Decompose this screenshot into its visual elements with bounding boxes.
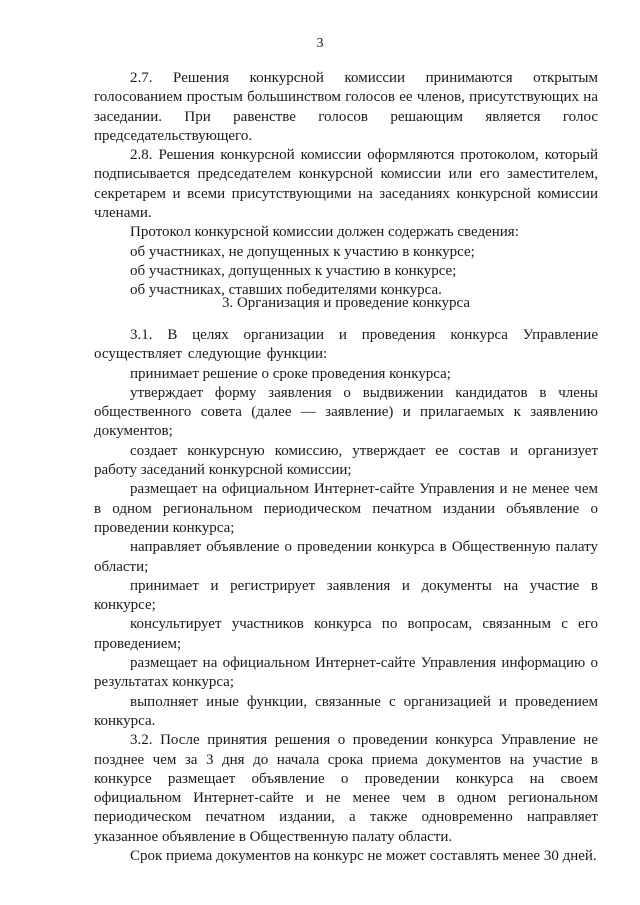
function-item: размещает на официальном Интернет-сайте Управления информацию о результатах конкурса;	[94, 655, 598, 691]
list-item: об участниках, не допущенных к участию в конкурсе;	[130, 243, 475, 260]
function-item: утверждает форму заявления о выдвижении кандидатов в члены общественного совета (далее — заявление) и прилагаемых к заявлению документов;	[94, 384, 598, 440]
function-item: принимает и регистрирует заявления и документы на участие в конкурсе;	[94, 577, 598, 614]
protocol-requirements: Протокол конкурсной комиссии должен содержать сведения:	[130, 224, 519, 241]
function-item: размещает на официальном Интернет-сайте Управления и не менее чем в одном региональном периодическом печатном издании объявление о проведении конкурса;	[94, 481, 598, 536]
function-item: создает конкурсную комиссию, утверждает ее состав и организует работу заседаний конкурсной комиссии;	[94, 442, 598, 479]
function-item: консультирует участников конкурса по вопросам, связанным с его проведением;	[94, 616, 598, 652]
clause-3-2: 3.2. После принятия решения о проведении конкурса Управление не позднее чем за 3 дня до начала срока приема документов на участие в конкурсе размещает объявление о проведении конкурса на своем официальном Интернет-сайте и не менее чем в одном региональном периодическом печатном издании, а также одновременно направляет указанное объявление в Общественную палату области.	[94, 732, 598, 845]
function-item: выполняет иные функции, связанные с организацией и проведением конкурса.	[94, 693, 598, 729]
section-heading: 3. Организация и проведение конкурса	[221, 295, 471, 311]
clauses-2-7-2-8	[94, 69, 598, 301]
clause-2-8: 2.8. Решения конкурсной комиссии оформляются протоколом, который подписывается председателем конкурсной комиссии или его заместителем, секретарем и всеми присутствующими на заседаниях конкурсной комиссии членами.	[94, 147, 598, 222]
page-number: 3	[316, 36, 324, 51]
section-3-body	[94, 326, 598, 866]
function-item: принимает решение о сроке проведения конкурса;	[130, 365, 451, 382]
list-item: об участниках, ставших победителями конкурса.	[130, 282, 442, 299]
clause-2-7: 2.7. Решения конкурсной комиссии принимаются открытым голосованием простым большинством голосов ее членов, присутствующих на заседании. При равенстве голосов решающим является голос председательствующего.	[94, 70, 598, 144]
list-item: об участниках, допущенных к участию в конкурсе;	[130, 262, 457, 279]
function-item: направляет объявление о проведении конкурса в Общественную палату области;	[94, 539, 598, 575]
clause-3-1: 3.1. В целях организации и проведения конкурса Управление осуществляет следующие функции:	[94, 327, 598, 363]
deadline-paragraph: Срок приема документов на конкурс не может составлять менее 30 дней.	[130, 848, 597, 865]
